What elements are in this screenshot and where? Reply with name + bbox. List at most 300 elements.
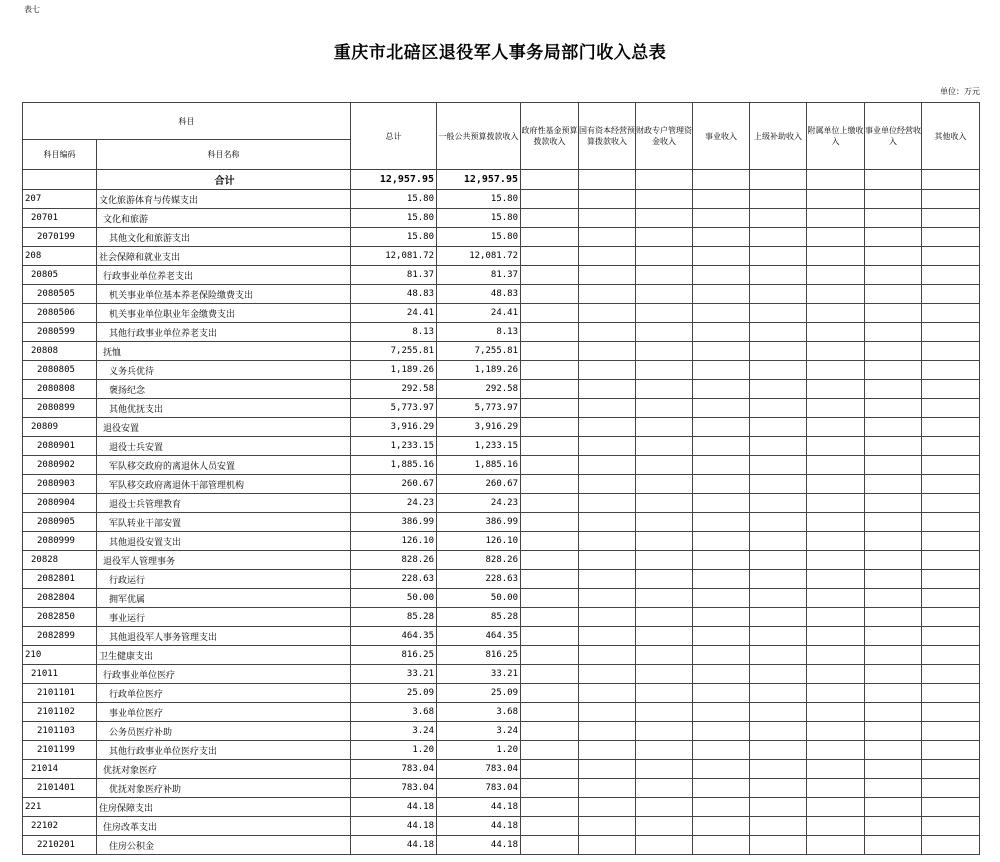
table-cell [636, 627, 693, 646]
table-cell [807, 779, 865, 798]
total-value: 12,957.95 [351, 170, 437, 190]
table-cell [693, 817, 750, 836]
total-amount: 48.83 [351, 285, 437, 304]
table-cell [636, 532, 693, 551]
unit-label: 单位：万元 [940, 87, 980, 96]
table-cell [750, 170, 807, 190]
table-cell [865, 836, 922, 855]
table-row [23, 190, 980, 209]
table-cell [750, 475, 807, 494]
table-cell [693, 589, 750, 608]
general-budget-amount: 44.18 [437, 798, 521, 817]
table-cell [865, 380, 922, 399]
subject-name: 军队移交政府离退休干部管理机构 [97, 475, 351, 494]
subject-name: 其他行政事业单位医疗支出 [97, 741, 351, 760]
general-budget-amount: 15.80 [437, 190, 521, 209]
table-cell [865, 627, 922, 646]
subject-name: 优抚对象医疗补助 [97, 779, 351, 798]
total-amount: 24.41 [351, 304, 437, 323]
table-cell [693, 456, 750, 475]
table-cell [865, 285, 922, 304]
table-cell [693, 627, 750, 646]
table-row [23, 684, 980, 703]
subject-code: 2080506 [23, 304, 97, 323]
total-amount: 7,255.81 [351, 342, 437, 361]
table-cell [807, 228, 865, 247]
table-row [23, 665, 980, 684]
table-cell [521, 817, 579, 836]
subject-code: 208 [23, 247, 97, 266]
table-cell [636, 722, 693, 741]
table-cell [579, 494, 636, 513]
table-cell [750, 608, 807, 627]
table-cell [750, 285, 807, 304]
table-cell [807, 836, 865, 855]
table-row [23, 817, 980, 836]
subject-code: 2080904 [23, 494, 97, 513]
table-cell [865, 646, 922, 665]
table-cell [579, 380, 636, 399]
table-cell [636, 170, 693, 190]
table-cell [922, 361, 980, 380]
table-row [23, 703, 980, 722]
subject-name: 住房保障支出 [97, 798, 351, 817]
subject-code: 2080901 [23, 437, 97, 456]
subject-code: 2080905 [23, 513, 97, 532]
table-cell [865, 798, 922, 817]
table-cell [922, 741, 980, 760]
table-cell [750, 399, 807, 418]
subject-code: 20828 [23, 551, 97, 570]
general-budget-amount: 3.68 [437, 703, 521, 722]
table-cell [807, 266, 865, 285]
general-budget-amount: 15.80 [437, 209, 521, 228]
table-cell [693, 380, 750, 399]
subject-code: 2082804 [23, 589, 97, 608]
table-cell [521, 589, 579, 608]
table-cell [807, 342, 865, 361]
table-cell [750, 817, 807, 836]
subject-name: 退役士兵管理教育 [97, 494, 351, 513]
table-row [23, 247, 980, 266]
subject-name: 文化和旅游 [97, 209, 351, 228]
table-cell [579, 513, 636, 532]
table-cell [636, 551, 693, 570]
table-cell [579, 209, 636, 228]
subject-code: 21011 [23, 665, 97, 684]
total-amount: 44.18 [351, 836, 437, 855]
table-cell [807, 304, 865, 323]
table-cell [579, 779, 636, 798]
table-cell [636, 418, 693, 437]
table-cell [579, 684, 636, 703]
table-cell [807, 741, 865, 760]
table-cell [636, 323, 693, 342]
table-cell [807, 551, 865, 570]
table-cell [579, 798, 636, 817]
table-cell [807, 323, 865, 342]
table-cell [922, 304, 980, 323]
table-cell [922, 190, 980, 209]
table-cell [750, 304, 807, 323]
table-row [23, 722, 980, 741]
table-cell [865, 323, 922, 342]
subject-name: 公务员医疗补助 [97, 722, 351, 741]
table-cell [922, 798, 980, 817]
table-cell [865, 779, 922, 798]
table-cell [636, 475, 693, 494]
table-cell [521, 722, 579, 741]
table-cell [521, 551, 579, 570]
table-cell [693, 665, 750, 684]
table-cell [750, 532, 807, 551]
table-row [23, 627, 980, 646]
table-cell [807, 798, 865, 817]
table-cell [521, 342, 579, 361]
table-cell [807, 380, 865, 399]
total-amount: 828.26 [351, 551, 437, 570]
subject-name: 其他行政事业单位养老支出 [97, 323, 351, 342]
table-cell [521, 209, 579, 228]
table-cell [579, 532, 636, 551]
total-amount: 783.04 [351, 779, 437, 798]
general-budget-amount: 828.26 [437, 551, 521, 570]
table-cell [693, 532, 750, 551]
subject-name: 优抚对象医疗 [97, 760, 351, 779]
table-cell [922, 551, 980, 570]
table-cell [865, 266, 922, 285]
table-cell [521, 304, 579, 323]
table-row [23, 494, 980, 513]
table-cell [865, 760, 922, 779]
col-header: 政府性基金预算拨款收入 [521, 103, 579, 170]
total-amount: 1,233.15 [351, 437, 437, 456]
table-cell [922, 760, 980, 779]
col-header: 上级补助收入 [750, 103, 807, 170]
subject-name: 军队移交政府的离退休人员安置 [97, 456, 351, 475]
table-cell [807, 703, 865, 722]
table-cell [636, 836, 693, 855]
table-cell [693, 551, 750, 570]
table-cell [865, 304, 922, 323]
total-amount: 126.10 [351, 532, 437, 551]
total-label: 合计 [97, 170, 351, 190]
table-cell [636, 190, 693, 209]
table-cell [693, 266, 750, 285]
table-cell [922, 380, 980, 399]
table-cell [579, 170, 636, 190]
table-cell [750, 494, 807, 513]
table-cell [693, 285, 750, 304]
table-cell [693, 741, 750, 760]
table-cell [865, 551, 922, 570]
table-row [23, 209, 980, 228]
table-cell [636, 798, 693, 817]
table-cell [922, 247, 980, 266]
subject-name: 行政事业单位医疗 [97, 665, 351, 684]
table-cell [579, 589, 636, 608]
col-header: 事业单位经营收入 [865, 103, 922, 170]
general-budget-amount: 1,233.15 [437, 437, 521, 456]
subject-code: 207 [23, 190, 97, 209]
table-cell [521, 437, 579, 456]
table-cell [865, 570, 922, 589]
table-cell [922, 266, 980, 285]
table-row [23, 228, 980, 247]
table-cell [865, 475, 922, 494]
table-cell [521, 323, 579, 342]
total-amount: 8.13 [351, 323, 437, 342]
table-cell [636, 304, 693, 323]
table-cell [636, 209, 693, 228]
table-cell [579, 836, 636, 855]
table-cell [693, 209, 750, 228]
table-row [23, 646, 980, 665]
table-cell [693, 323, 750, 342]
table-cell [693, 475, 750, 494]
total-amount: 1,189.26 [351, 361, 437, 380]
subject-code: 2101102 [23, 703, 97, 722]
table-cell [521, 760, 579, 779]
table-cell [865, 722, 922, 741]
table-cell [807, 760, 865, 779]
total-amount: 1,885.16 [351, 456, 437, 475]
table-cell [693, 760, 750, 779]
table-cell [750, 323, 807, 342]
subject-code: 2101101 [23, 684, 97, 703]
general-budget-amount: 126.10 [437, 532, 521, 551]
table-cell [636, 760, 693, 779]
table-cell [807, 589, 865, 608]
total-amount: 15.80 [351, 190, 437, 209]
table-cell [807, 418, 865, 437]
table-cell [521, 684, 579, 703]
general-budget-amount: 464.35 [437, 627, 521, 646]
table-cell [807, 285, 865, 304]
table-cell [636, 570, 693, 589]
subject-header: 科目 [23, 103, 351, 140]
subject-code: 2080599 [23, 323, 97, 342]
table-cell [807, 361, 865, 380]
subject-code: 2080903 [23, 475, 97, 494]
table-cell [23, 170, 97, 190]
table-cell [521, 190, 579, 209]
table-cell [922, 684, 980, 703]
table-cell [521, 285, 579, 304]
total-amount: 292.58 [351, 380, 437, 399]
subject-code: 2080999 [23, 532, 97, 551]
table-cell [922, 209, 980, 228]
table-cell [693, 646, 750, 665]
subject-name: 事业运行 [97, 608, 351, 627]
total-amount: 3.24 [351, 722, 437, 741]
table-row [23, 399, 980, 418]
total-amount: 81.37 [351, 266, 437, 285]
subject-code: 20805 [23, 266, 97, 285]
table-cell [636, 703, 693, 722]
table-cell [693, 703, 750, 722]
table-cell [922, 627, 980, 646]
table-cell [693, 513, 750, 532]
table-cell [865, 418, 922, 437]
table-cell [693, 608, 750, 627]
subject-code: 2080899 [23, 399, 97, 418]
table-cell [922, 323, 980, 342]
table-cell [807, 190, 865, 209]
subject-name: 拥军优属 [97, 589, 351, 608]
table-cell [750, 570, 807, 589]
name-header: 科目名称 [97, 140, 351, 170]
subject-code: 2101103 [23, 722, 97, 741]
total-amount: 15.80 [351, 228, 437, 247]
table-cell [922, 456, 980, 475]
table-cell [521, 456, 579, 475]
table-cell [922, 570, 980, 589]
subject-name: 其他优抚支出 [97, 399, 351, 418]
table-cell [807, 170, 865, 190]
table-cell [807, 532, 865, 551]
table-cell [636, 342, 693, 361]
table-cell [521, 703, 579, 722]
total-amount: 1.20 [351, 741, 437, 760]
general-budget-amount: 33.21 [437, 665, 521, 684]
subject-code: 2080808 [23, 380, 97, 399]
subject-code: 2101199 [23, 741, 97, 760]
table-cell [636, 513, 693, 532]
table-cell [807, 570, 865, 589]
table-cell [636, 228, 693, 247]
subject-name: 行政事业单位养老支出 [97, 266, 351, 285]
general-budget-amount: 228.63 [437, 570, 521, 589]
table-cell [579, 570, 636, 589]
table-cell [636, 646, 693, 665]
general-budget-amount: 7,255.81 [437, 342, 521, 361]
table-cell [750, 665, 807, 684]
table-cell [750, 342, 807, 361]
table-cell [750, 836, 807, 855]
table-cell [807, 608, 865, 627]
general-budget-amount: 386.99 [437, 513, 521, 532]
table-cell [579, 418, 636, 437]
subject-code: 2082850 [23, 608, 97, 627]
total-general-value: 12,957.95 [437, 170, 521, 190]
subject-code: 20808 [23, 342, 97, 361]
table-cell [750, 418, 807, 437]
subject-code: 2070199 [23, 228, 97, 247]
general-budget-amount: 1,885.16 [437, 456, 521, 475]
table-cell [922, 342, 980, 361]
table-cell [636, 399, 693, 418]
table-cell [579, 190, 636, 209]
table-cell [865, 190, 922, 209]
table-cell [636, 494, 693, 513]
general-budget-amount: 48.83 [437, 285, 521, 304]
table-cell [750, 456, 807, 475]
table-cell [521, 646, 579, 665]
table-cell [579, 551, 636, 570]
general-budget-amount: 24.41 [437, 304, 521, 323]
total-row [23, 170, 980, 190]
table-row [23, 285, 980, 304]
general-budget-amount: 1,189.26 [437, 361, 521, 380]
table-cell [579, 342, 636, 361]
subject-name: 住房公积金 [97, 836, 351, 855]
table-cell [636, 817, 693, 836]
table-cell [521, 475, 579, 494]
total-amount: 50.00 [351, 589, 437, 608]
table-cell [807, 646, 865, 665]
table-cell [750, 646, 807, 665]
general-budget-amount: 15.80 [437, 228, 521, 247]
table-cell [750, 722, 807, 741]
code-header: 科目编码 [23, 140, 97, 170]
table-cell [579, 456, 636, 475]
total-amount: 24.23 [351, 494, 437, 513]
subject-name: 社会保障和就业支出 [97, 247, 351, 266]
subject-code: 2080805 [23, 361, 97, 380]
subject-code: 221 [23, 798, 97, 817]
table-cell [865, 247, 922, 266]
table-cell [865, 170, 922, 190]
subject-name: 退役安置 [97, 418, 351, 437]
total-amount: 12,081.72 [351, 247, 437, 266]
table-cell [865, 342, 922, 361]
table-cell [693, 399, 750, 418]
table-row [23, 760, 980, 779]
subject-name: 文化旅游体育与传媒支出 [97, 190, 351, 209]
general-budget-amount: 783.04 [437, 760, 521, 779]
table-cell [922, 475, 980, 494]
table-cell [865, 608, 922, 627]
table-cell [693, 342, 750, 361]
general-budget-amount: 24.23 [437, 494, 521, 513]
table-cell [807, 627, 865, 646]
general-budget-amount: 5,773.97 [437, 399, 521, 418]
table-cell [750, 209, 807, 228]
table-cell [521, 779, 579, 798]
general-budget-amount: 3.24 [437, 722, 521, 741]
table-cell [579, 817, 636, 836]
table-cell [521, 228, 579, 247]
table-row [23, 608, 980, 627]
table-row [23, 741, 980, 760]
table-cell [922, 817, 980, 836]
table-cell [865, 228, 922, 247]
table-cell [636, 665, 693, 684]
table-cell [750, 589, 807, 608]
table-cell [693, 190, 750, 209]
table-cell [922, 532, 980, 551]
table-cell [865, 494, 922, 513]
table-cell [922, 589, 980, 608]
table-cell [922, 418, 980, 437]
table-cell [636, 589, 693, 608]
table-row [23, 513, 980, 532]
subject-code: 22102 [23, 817, 97, 836]
total-amount: 85.28 [351, 608, 437, 627]
total-amount: 464.35 [351, 627, 437, 646]
table-row [23, 456, 980, 475]
table-cell [750, 380, 807, 399]
general-budget-amount: 816.25 [437, 646, 521, 665]
table-cell [636, 741, 693, 760]
table-cell [922, 646, 980, 665]
table-cell [807, 684, 865, 703]
table-cell [922, 170, 980, 190]
subject-name: 机关事业单位基本养老保险缴费支出 [97, 285, 351, 304]
subject-name: 其他文化和旅游支出 [97, 228, 351, 247]
table-cell [693, 418, 750, 437]
